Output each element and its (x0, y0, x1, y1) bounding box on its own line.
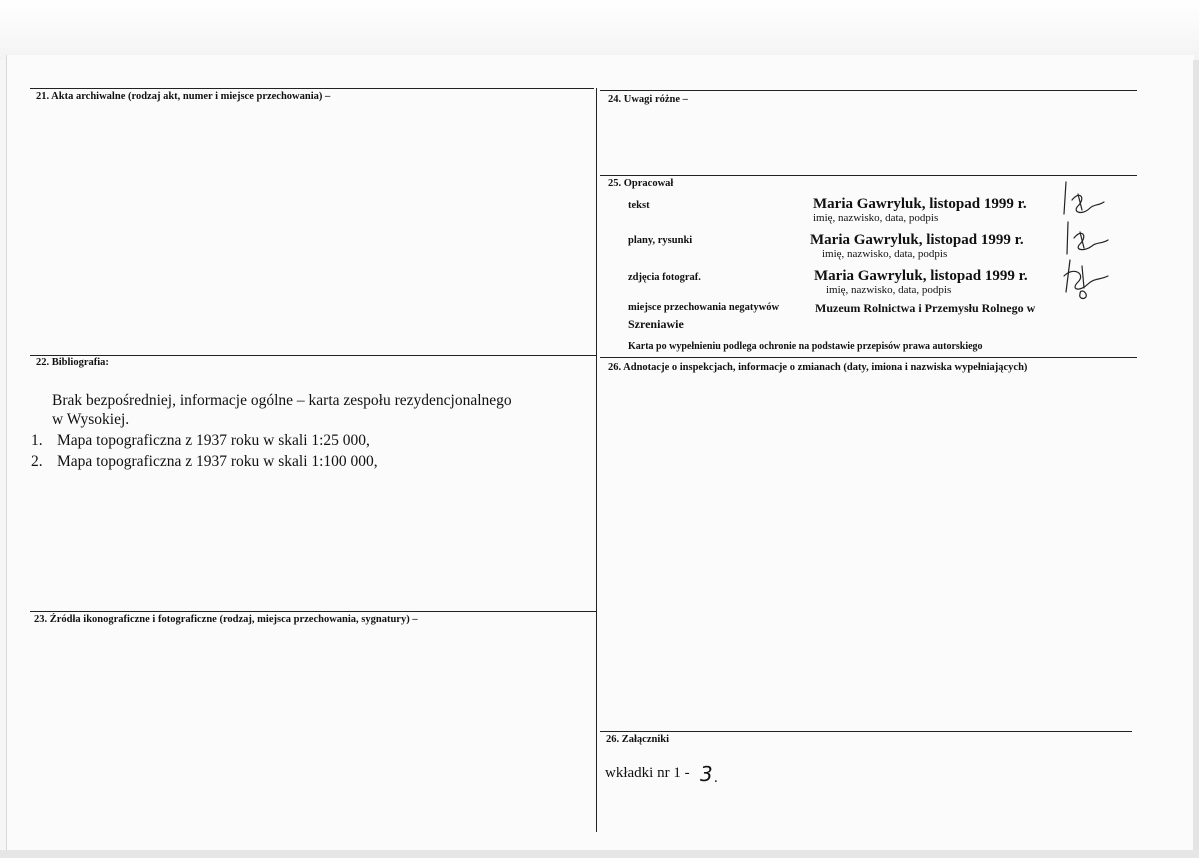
rule-s25-top (600, 175, 1137, 176)
role-plany-rysunki: plany, rysunki (628, 235, 693, 246)
caption-zdjecia: imię, nazwisko, data, podpis (826, 284, 952, 296)
scan-top-margin (0, 0, 1199, 60)
attachments-value: wkładki nr 1 - (605, 765, 690, 781)
rule-s26a-top (600, 357, 1137, 358)
rule-top-right (600, 90, 1137, 91)
signature-mark (1058, 180, 1118, 300)
section-26-attachments-label: 26. Załączniki (606, 734, 670, 745)
copyright-note: Karta po wypełnieniu podlega ochronie na podstawie przepisów prawa autorskiego (628, 341, 983, 352)
section-23-label: 23. Źródła ikonograficzne i fotograficzne (rodzaj, miejsca przechowania, sygnatury) – (34, 614, 418, 625)
bibliography-number-2: 2. (31, 453, 43, 470)
role-tekst: tekst (628, 200, 650, 211)
bibliography-item-2: Mapa topograficzna z 1937 roku w skali 1:100 000, (57, 453, 378, 470)
section-22-label: 22. Bibliografia: (36, 357, 109, 368)
bibliography-line-2: w Wysokiej. (52, 411, 130, 428)
section-21-label: 21. Akta archiwalne (rodzaj akt, numer i miejsce przechowania) – (36, 91, 331, 102)
rule-center-vertical (596, 88, 597, 832)
scan-bottom-edge (0, 850, 1199, 858)
negatives-value-line2: Szreniawie (628, 317, 684, 331)
rule-s23-top (30, 611, 596, 612)
author-zdjecia: Maria Gawryluk, listopad 1999 r. (814, 268, 1028, 284)
author-plany-rysunki: Maria Gawryluk, listopad 1999 r. (810, 232, 1024, 248)
scan-right-edge (1193, 60, 1199, 858)
attachments-handwritten-dot: . (714, 770, 718, 786)
rule-s26b-top (600, 731, 1132, 732)
negatives-label: miejsce przechowania negatywów (628, 302, 780, 313)
caption-tekst: imię, nazwisko, data, podpis (813, 212, 939, 224)
rule-top-left (30, 88, 594, 89)
author-tekst: Maria Gawryluk, listopad 1999 r. (813, 196, 1027, 212)
attachments-handwritten-number: 3 (700, 762, 713, 786)
section-26-annotations-label: 26. Adnotacje o inspekcjach, informacje o zmianach (daty, imiona i nazwiska wypełniających) (608, 362, 1028, 373)
section-25-label: 25. Opracował (608, 178, 674, 189)
bibliography-number-1: 1. (31, 432, 43, 449)
section-24-label: 24. Uwagi różne – (608, 94, 688, 105)
rule-s22-top (30, 355, 596, 356)
bibliography-item-1: Mapa topograficzna z 1937 roku w skali 1:25 000, (57, 432, 370, 449)
bibliography-line-1: Brak bezpośredniej, informacje ogólne – karta zespołu rezydencjonalnego (52, 392, 512, 409)
role-zdjecia: zdjęcia fotograf. (628, 272, 701, 283)
caption-plany-rysunki: imię, nazwisko, data, podpis (822, 248, 948, 260)
negatives-value-line1: Muzeum Rolnictwa i Przemysłu Rolnego w (815, 301, 1036, 315)
